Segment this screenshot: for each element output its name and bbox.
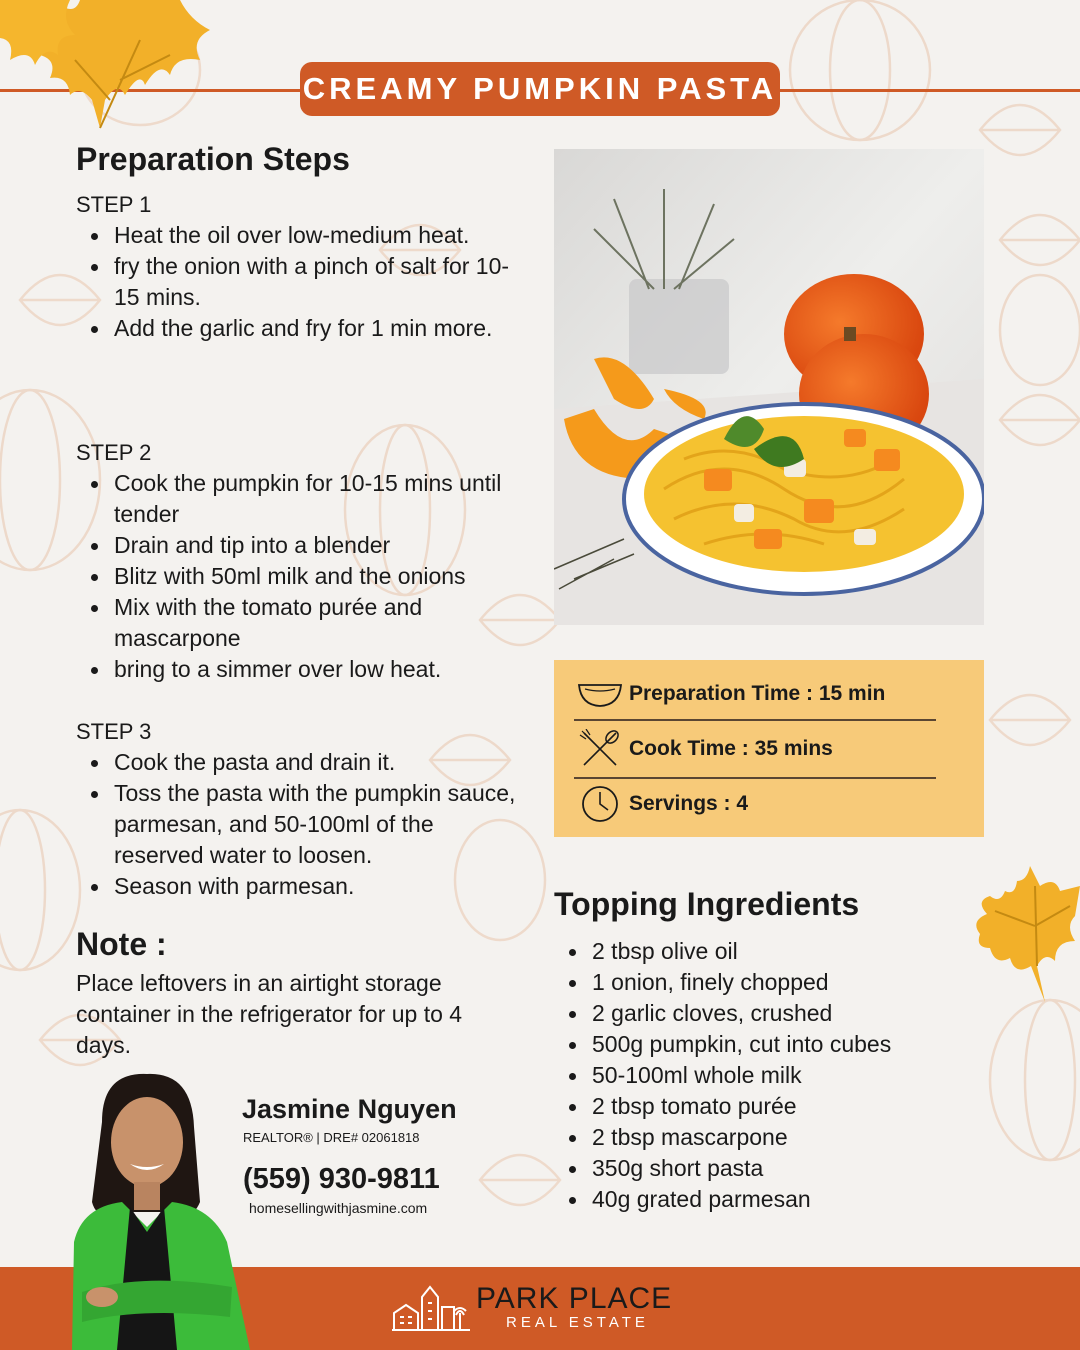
list-item: 50-100ml whole milk <box>554 1060 974 1091</box>
clock-icon <box>574 783 626 825</box>
list-item: Add the garlic and fry for 1 min more. <box>76 313 516 344</box>
agent-name: Jasmine Nguyen <box>242 1094 457 1124</box>
list-item: 350g short pasta <box>554 1153 974 1184</box>
topping-list <box>554 936 974 1215</box>
prep-time-label: Preparation Time : 15 min <box>629 682 886 705</box>
step-3-title: STEP 3 <box>76 719 152 744</box>
topping-heading: Topping Ingredients <box>554 886 860 922</box>
step-1-title: STEP 1 <box>76 192 152 217</box>
step-2-title: STEP 2 <box>76 440 152 465</box>
list-item: Blitz with 50ml milk and the onions <box>76 561 516 592</box>
list-item: Heat the oil over low-medium heat. <box>76 220 516 251</box>
page-title: CREAMY PUMPKIN PASTA <box>300 62 780 116</box>
list-item: Cook the pasta and drain it. <box>76 747 516 778</box>
preparation-heading: Preparation Steps <box>76 141 350 177</box>
fork-spoon-icon <box>574 728 626 770</box>
list-item: 2 tbsp olive oil <box>554 936 974 967</box>
brand-tagline: REAL ESTATE <box>506 1314 649 1331</box>
prep-time-row <box>574 666 936 722</box>
maple-leaf-icon <box>975 866 1080 1002</box>
city-skyline-logo-icon <box>392 1283 472 1333</box>
agent-website[interactable]: homesellingwithjasmine.com <box>249 1200 428 1216</box>
maple-leaf-icon <box>0 0 215 130</box>
recipe-info-box <box>554 660 984 837</box>
agent-photo <box>62 1072 252 1350</box>
note-heading: Note : <box>76 926 167 962</box>
cook-time-row <box>574 721 936 777</box>
servings-label: Servings : 4 <box>629 792 749 815</box>
list-item: 1 onion, finely chopped <box>554 967 974 998</box>
step-3-list <box>76 747 516 902</box>
step-1-list <box>76 220 516 344</box>
note-text: Place leftovers in an airtight storage container in the refrigerator for up to 4 days. <box>76 970 463 1058</box>
list-item: 2 tbsp mascarpone <box>554 1122 974 1153</box>
list-item: Mix with the tomato purée and mascarpone <box>76 592 516 654</box>
brand-name: PARK PLACE <box>476 1282 673 1315</box>
list-item: Season with parmesan. <box>76 871 516 902</box>
pumpkin-pasta-photo <box>554 149 984 625</box>
list-item: Toss the pasta with the pumpkin sauce, parmesan, and 50-100ml of the reserved water to loosen. <box>76 778 516 871</box>
list-item: Cook the pumpkin for 10-15 mins until tender <box>76 468 516 530</box>
list-item: 2 tbsp tomato purée <box>554 1091 974 1122</box>
agent-credentials: REALTOR® | DRE# 02061818 <box>243 1130 420 1145</box>
servings-row <box>574 776 936 832</box>
cook-time-label: Cook Time : 35 mins <box>629 737 833 760</box>
list-item: bring to a simmer over low heat. <box>76 654 516 685</box>
bowl-icon <box>574 673 626 715</box>
list-item: Drain and tip into a blender <box>76 530 516 561</box>
list-item: 40g grated parmesan <box>554 1184 974 1215</box>
list-item: fry the onion with a pinch of salt for 10-15 mins. <box>76 251 516 313</box>
list-item: 500g pumpkin, cut into cubes <box>554 1029 974 1060</box>
agent-phone[interactable]: (559) 930-9811 <box>243 1163 440 1195</box>
step-2-list <box>76 468 516 685</box>
list-item: 2 garlic cloves, crushed <box>554 998 974 1029</box>
